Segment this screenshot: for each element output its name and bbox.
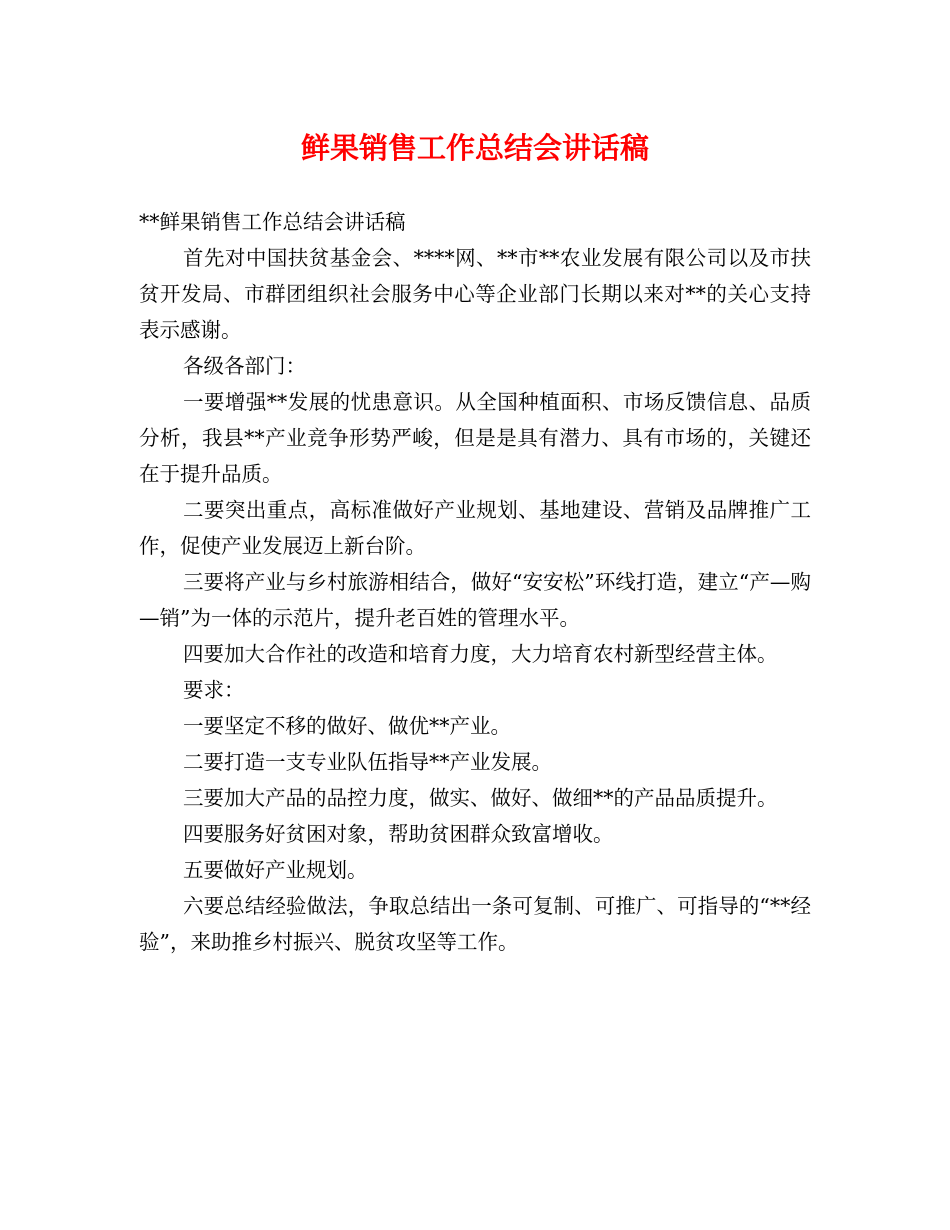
document-title: 鲜果销售工作总结会讲话稿 — [300, 131, 649, 165]
paragraph-requirement-1: 一要坚定不移的做好、做优**产业。 — [183, 714, 511, 738]
paragraph-salutation: 各级各部门： — [183, 354, 306, 378]
paragraph-requirement-3: 三要加大产品的品控力度，做实、做好、做细**的产品品质提升。 — [183, 786, 778, 810]
paragraph-point-4: 四要加大合作社的改造和培育力度，大力培育农村新型经营主体。 — [183, 642, 778, 666]
document-body — [139, 204, 811, 960]
paragraph-point-2: 二要突出重点，高标准做好产业规划、基地建设、营销及品牌推广工作，促使产业发展迈上新台阶。 — [139, 498, 811, 558]
paragraph-subtitle: **鲜果销售工作总结会讲话稿 — [139, 210, 406, 234]
paragraph-requirement-6: 六要总结经验做法，争取总结出一条可复制、可推广、可指导的“**经验”，来助推乡村振兴、脱贫攻坚等工作。 — [139, 894, 811, 954]
paragraph-point-3: 三要将产业与乡村旅游相结合，做好“安安松”环线打造，建立“产—购—销”为一体的示范片，提升老百姓的管理水平。 — [139, 570, 811, 630]
paragraph-requirement-4: 四要服务好贫困对象，帮助贫困群众致富增收。 — [183, 822, 614, 846]
paragraph-requirements-heading: 要求： — [183, 678, 245, 702]
paragraph-requirement-5: 五要做好产业规划。 — [183, 858, 368, 882]
paragraph-requirement-2: 二要打造一支专业队伍指导**产业发展。 — [183, 750, 552, 774]
paragraph-thanks: 首先对中国扶贫基金会、****网、**市**农业发展有限公司以及市扶贫开发局、市群团组织社会服务中心等企业部门长期以来对**的关心支持表示感谢。 — [139, 246, 811, 342]
paragraph-point-1: 一要增强**发展的忧患意识。从全国种植面积、市场反馈信息、品质分析，我县**产业竞争形势严峻，但是是具有潜力、具有市场的，关键还在于提升品质。 — [139, 390, 811, 486]
